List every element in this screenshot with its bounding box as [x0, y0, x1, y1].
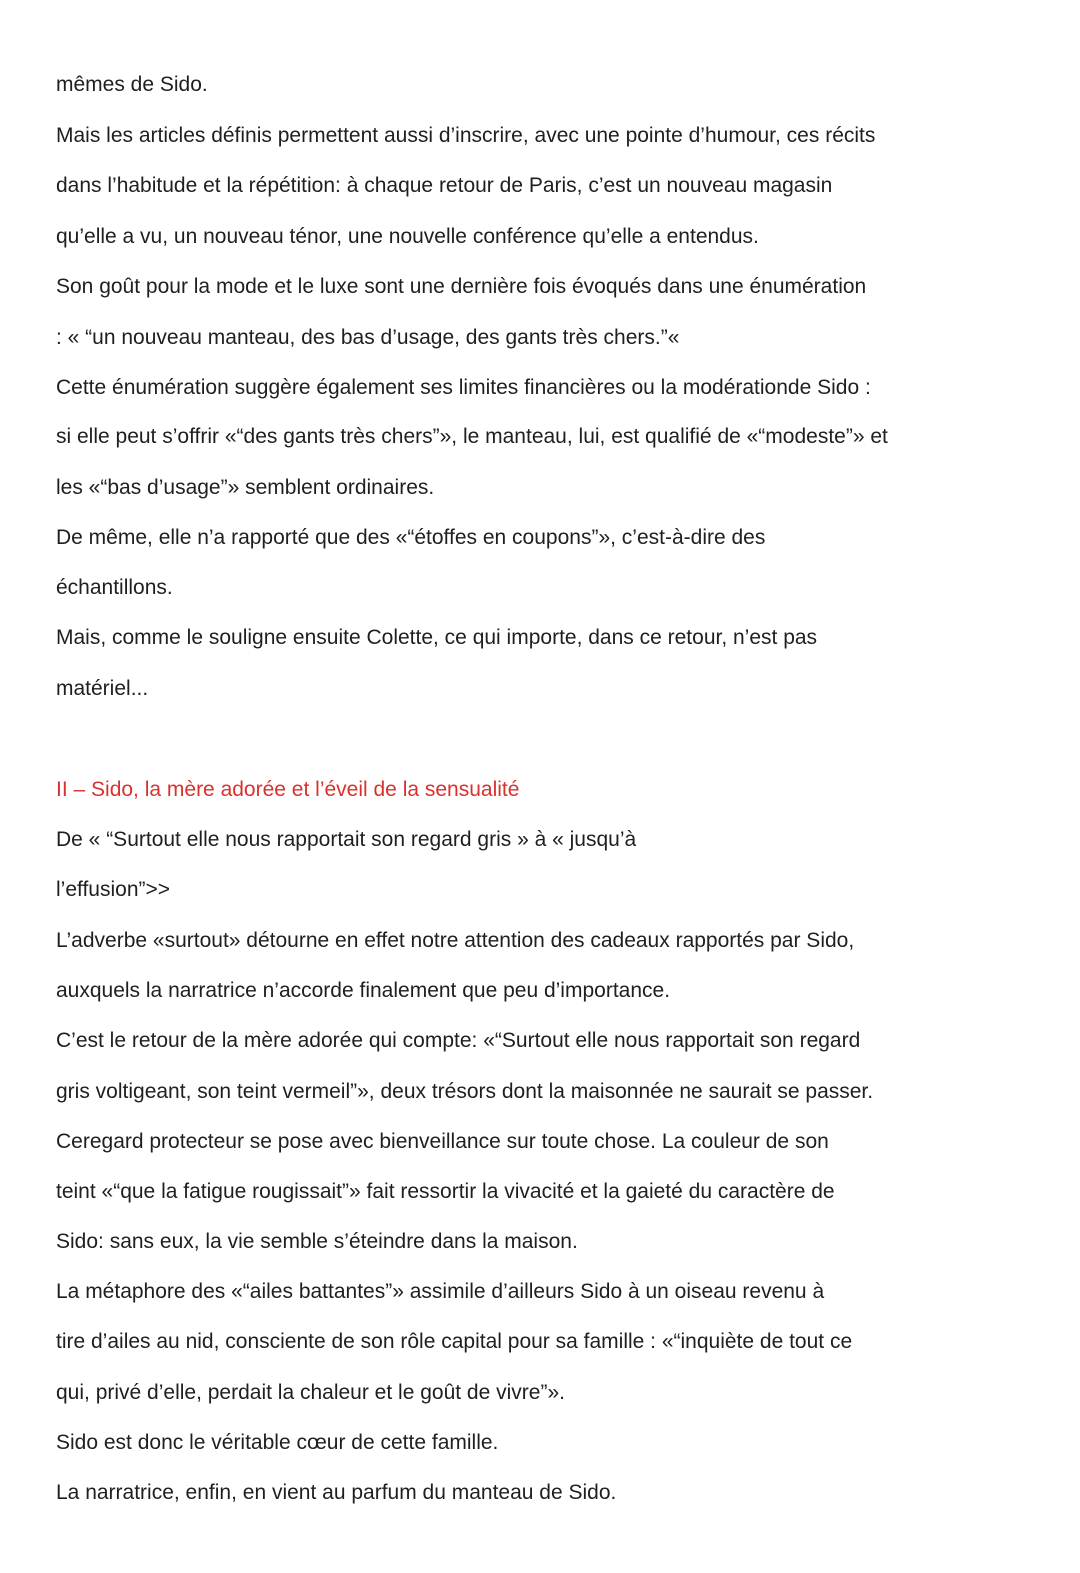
text-line: Sido est donc le véritable cœur de cette famille.: [56, 1431, 499, 1454]
section-heading: II – Sido, la mère adorée et l’éveil de la sensualité: [56, 778, 520, 801]
text-line: gris voltigeant, son teint vermeil”», deux trésors dont la maisonnée ne saurait se passer.: [56, 1080, 874, 1103]
text-line: qu’elle a vu, un nouveau ténor, une nouvelle conférence qu’elle a entendus.: [56, 225, 759, 248]
text-line: Son goût pour la mode et le luxe sont une dernière fois évoqués dans une énumération: [56, 275, 867, 298]
text-line: Mais, comme le souligne ensuite Colette, ce qui importe, dans ce retour, n’est pas: [56, 626, 818, 649]
text-line: C’est le retour de la mère adorée qui compte: «“Surtout elle nous rapportait son regard: [56, 1029, 861, 1052]
text-line: dans l’habitude et la répétition: à chaque retour de Paris, c’est un nouveau magasin: [56, 174, 833, 197]
text-line: Mais les articles définis permettent aussi d’inscrire, avec une pointe d’humour, ces récits: [56, 124, 876, 147]
text-line: échantillons.: [56, 576, 173, 599]
text-line: l’effusion”>>: [56, 878, 171, 901]
text-line: Ceregard protecteur se pose avec bienveillance sur toute chose. La couleur de son: [56, 1130, 829, 1153]
text-line: mêmes de Sido.: [56, 73, 208, 96]
text-line: De « “Surtout elle nous rapportait son regard gris » à « jusqu’à: [56, 828, 637, 851]
text-line: si elle peut s’offrir «“des gants très chers”», le manteau, lui, est qualifié de «“modeste”» et: [56, 425, 888, 448]
text-line: qui, privé d’elle, perdait la chaleur et le goût de vivre”».: [56, 1381, 565, 1404]
text-line: L’adverbe «surtout» détourne en effet notre attention des cadeaux rapportés par Sido,: [56, 929, 855, 952]
text-line: De même, elle n’a rapporté que des «“étoffes en coupons”», c’est-à-dire des: [56, 526, 766, 549]
text-line: auxquels la narratrice n’accorde finalement que peu d’importance.: [56, 979, 671, 1002]
text-line: : « “un nouveau manteau, des bas d’usage, des gants très chers.”«: [56, 326, 680, 349]
text-line: tire d’ailes au nid, consciente de son rôle capital pour sa famille : «“inquiète de tout ce: [56, 1330, 853, 1353]
text-line: La métaphore des «“ailes battantes”» assimile d’ailleurs Sido à un oiseau revenu à: [56, 1280, 825, 1303]
text-line: teint «“que la fatigue rougissait”» fait ressortir la vivacité et la gaieté du caractère de: [56, 1180, 835, 1203]
text-line: matériel...: [56, 677, 149, 700]
text-line: La narratrice, enfin, en vient au parfum du manteau de Sido.: [56, 1481, 617, 1504]
text-line: les «“bas d’usage”» semblent ordinaires.: [56, 476, 435, 499]
text-line: Cette énumération suggère également ses limites financières ou la modérationde Sido :: [56, 376, 871, 399]
text-line: Sido: sans eux, la vie semble s’éteindre dans la maison.: [56, 1230, 578, 1253]
